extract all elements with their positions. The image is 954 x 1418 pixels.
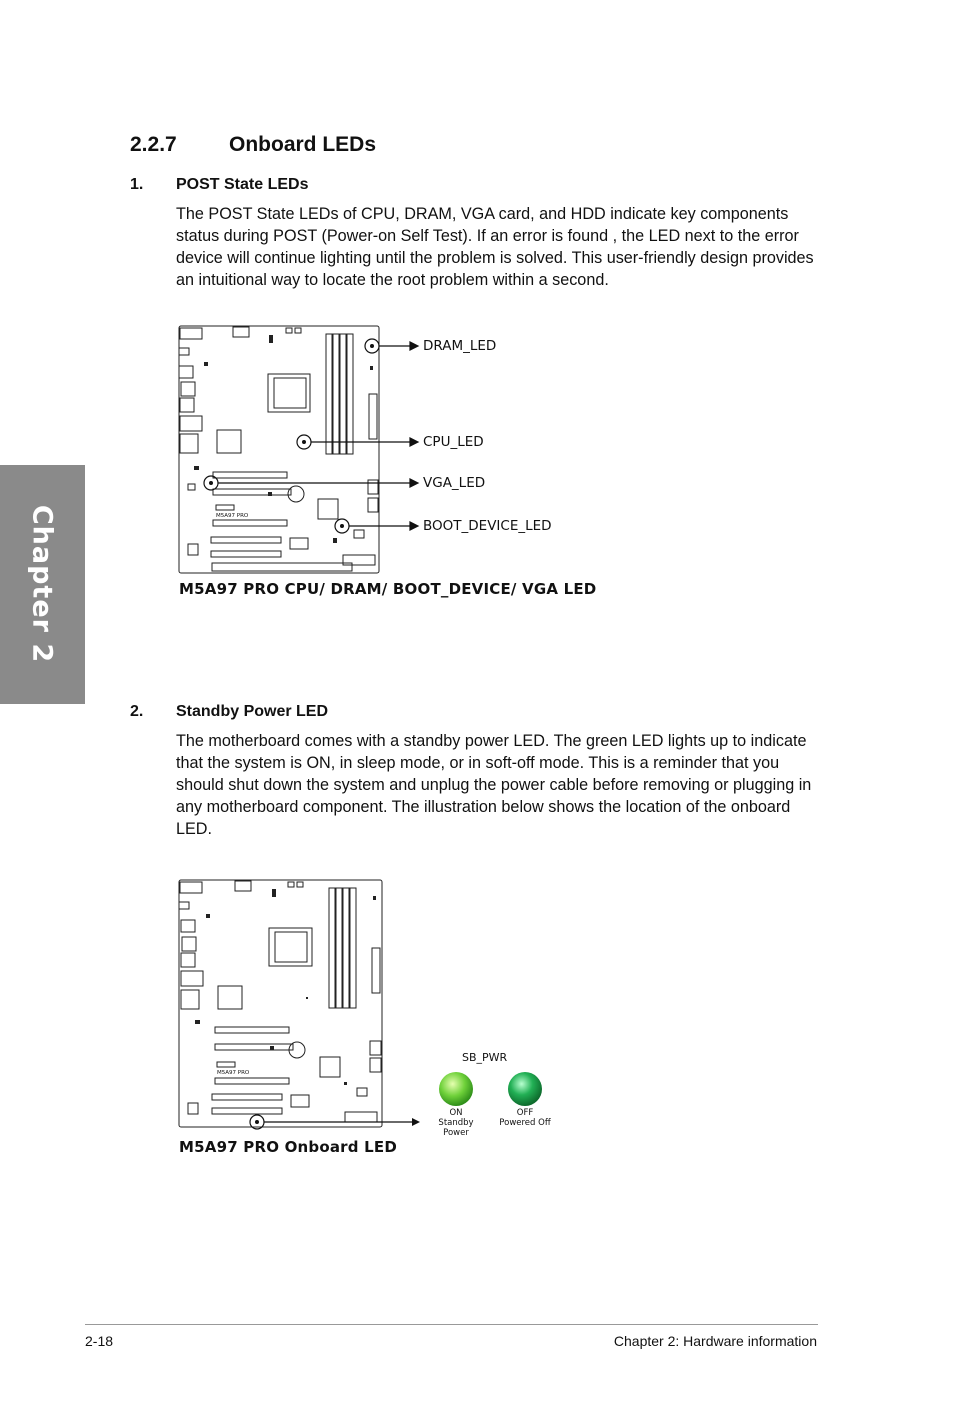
footer-rule bbox=[85, 1324, 818, 1325]
led-off-status bbox=[495, 1108, 555, 1128]
item-1-number: 1. bbox=[130, 176, 144, 193]
callout-cpu-led: CPU_LED bbox=[423, 434, 484, 450]
section-title: Onboard LEDs bbox=[229, 133, 377, 156]
figure-1-board-model: M5A97 PRO bbox=[216, 513, 249, 519]
callout-boot-device-led: BOOT_DEVICE_LED bbox=[423, 518, 552, 534]
item-1-title: POST State LEDs bbox=[176, 176, 309, 193]
sb-pwr-label: SB_PWR bbox=[462, 1051, 508, 1064]
section-number: 2.2.7 bbox=[130, 133, 177, 156]
callout-dram-led: DRAM_LED bbox=[423, 338, 497, 354]
item-2-text: The motherboard comes with a standby power LED. The green LED lights up to indicate that the system is ON, in sleep mode, or in soft-off mode. This is a reminder that you should shut down the system and unplug the power cable before removing or plugging in any motherboard component. The illustration below shows the location of the onboard LED. bbox=[176, 732, 812, 838]
item-2-title: Standby Power LED bbox=[176, 703, 329, 720]
led-on-label: ON bbox=[449, 1108, 463, 1118]
led-on-sub: Standby Power bbox=[438, 1118, 474, 1138]
chapter-tab bbox=[0, 465, 85, 704]
figure-1-caption: M5A97 PRO CPU/ DRAM/ BOOT_DEVICE/ VGA LED bbox=[179, 580, 597, 598]
callout-vga-led: VGA_LED bbox=[423, 475, 486, 491]
led-off-sub: Powered Off bbox=[499, 1118, 551, 1128]
footer-page-number: 2-18 bbox=[85, 1333, 114, 1349]
figure-2-board-model: M5A97 PRO bbox=[217, 1070, 250, 1076]
led-off-label: OFF bbox=[516, 1108, 534, 1118]
figure-2-caption: M5A97 PRO Onboard LED bbox=[179, 1138, 397, 1156]
footer-chapter: Chapter 2: Hardware information bbox=[613, 1333, 817, 1349]
chapter-tab-label: Chapter 2 bbox=[26, 504, 58, 664]
item-1-text: The POST State LEDs of CPU, DRAM, VGA card, and HDD indicate key components status during POST (Power-on Self Test). If an error is found , the LED next to the error device will continue lighting until the problem is solved. This user-friendly design provides an intuitional way to locate the root problem within a second. bbox=[176, 205, 814, 289]
led-on-status bbox=[426, 1108, 486, 1138]
item-2-number: 2. bbox=[130, 703, 144, 720]
